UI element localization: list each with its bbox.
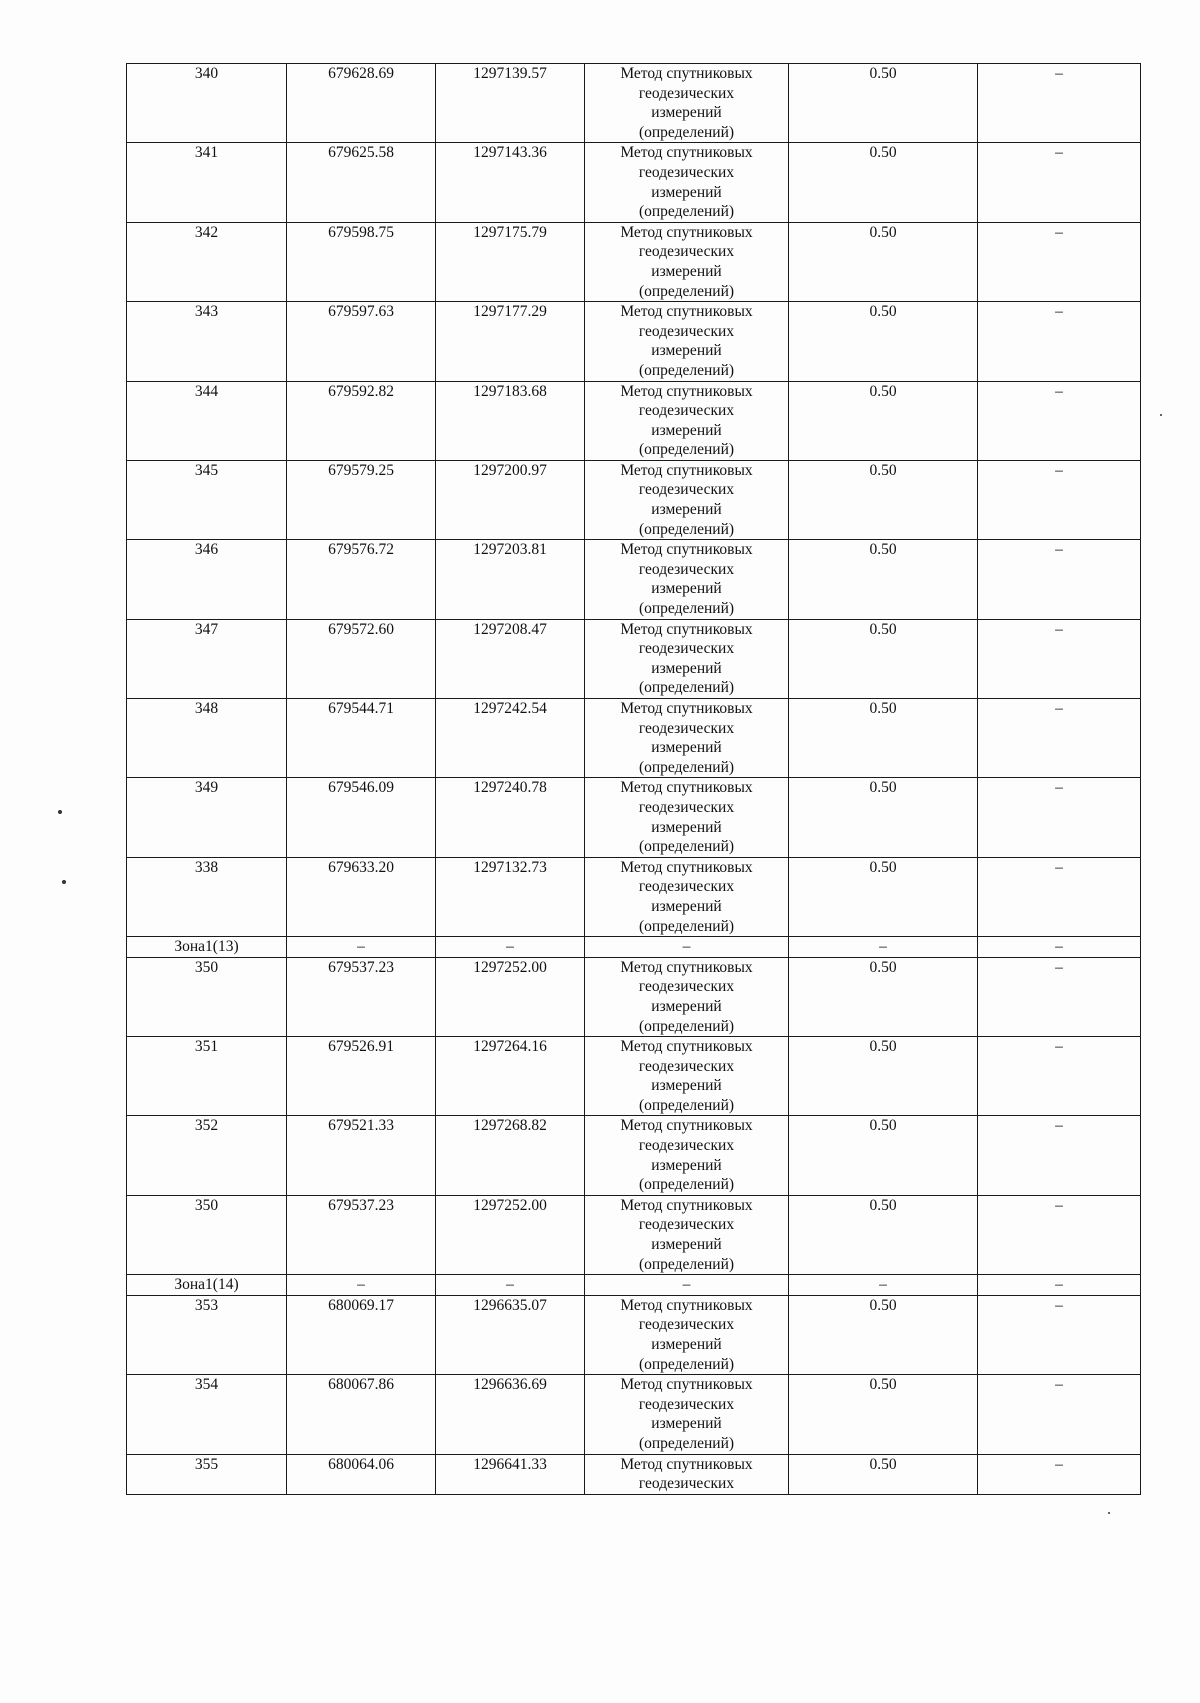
- method-cell: [585, 1295, 789, 1374]
- method-cell: [585, 1037, 789, 1116]
- point-number-cell: 355: [127, 1454, 287, 1494]
- method-line: Метод спутниковых: [620, 1038, 753, 1056]
- scan-speck: [58, 810, 62, 814]
- method-line: геодезических: [638, 163, 735, 181]
- method-cell: [585, 381, 789, 460]
- x-coordinate-cell: 680067.86: [287, 1375, 436, 1454]
- x-coordinate-cell: 679537.23: [287, 957, 436, 1036]
- point-number-cell: 344: [127, 381, 287, 460]
- method-line: геодезических: [638, 719, 735, 737]
- y-coordinate-cell: 1297200.97: [436, 460, 585, 539]
- point-number-cell: 354: [127, 1375, 287, 1454]
- accuracy-cell: 0.50: [789, 1375, 978, 1454]
- method-cell: [585, 1454, 789, 1494]
- method-line: геодезических: [638, 1395, 735, 1413]
- table-row: [127, 957, 1141, 1036]
- description-cell: –: [978, 1375, 1141, 1454]
- method-line: Метод спутниковых: [620, 1117, 753, 1135]
- accuracy-cell: –: [789, 937, 978, 958]
- method-line: геодезических: [638, 798, 735, 816]
- x-coordinate-cell: 679592.82: [287, 381, 436, 460]
- method-line: измерений: [651, 897, 722, 915]
- table-row: [127, 1454, 1141, 1494]
- x-coordinate-cell: 679546.09: [287, 778, 436, 857]
- point-number-cell: 349: [127, 778, 287, 857]
- method-line: измерений: [651, 183, 722, 201]
- zone-row: [127, 1275, 1141, 1296]
- method-line: геодезических: [638, 84, 735, 102]
- description-cell: –: [978, 778, 1141, 857]
- method-line: геодезических: [638, 1057, 735, 1075]
- description-cell: –: [978, 64, 1141, 143]
- description-cell: –: [978, 1295, 1141, 1374]
- y-coordinate-cell: 1297183.68: [436, 381, 585, 460]
- x-coordinate-cell: –: [287, 1275, 436, 1296]
- method-line: геодезических: [638, 1475, 735, 1493]
- method-line: (определений): [638, 441, 735, 459]
- scan-speck: [62, 880, 66, 884]
- y-coordinate-cell: 1296635.07: [436, 1295, 585, 1374]
- method-cell: [585, 64, 789, 143]
- method-line: измерений: [651, 818, 722, 836]
- table-row: [127, 699, 1141, 778]
- method-line: геодезических: [638, 481, 735, 499]
- accuracy-cell: 0.50: [789, 460, 978, 539]
- accuracy-cell: 0.50: [789, 302, 978, 381]
- y-coordinate-cell: 1297175.79: [436, 222, 585, 301]
- x-coordinate-cell: 679633.20: [287, 857, 436, 936]
- table-row: [127, 778, 1141, 857]
- method-line: измерений: [651, 262, 722, 280]
- method-line: Метод спутниковых: [620, 1455, 753, 1473]
- accuracy-cell: 0.50: [789, 1295, 978, 1374]
- x-coordinate-cell: 679598.75: [287, 222, 436, 301]
- y-coordinate-cell: 1297177.29: [436, 302, 585, 381]
- scan-speck: [1108, 1512, 1110, 1514]
- method-line: измерений: [651, 1336, 722, 1353]
- x-coordinate-cell: 679625.58: [287, 143, 436, 222]
- method-line: измерений: [651, 501, 722, 519]
- point-number-cell: Зона1(14): [127, 1275, 287, 1296]
- description-cell: –: [978, 1275, 1141, 1296]
- method-line: измерений: [651, 1156, 722, 1174]
- method-line: (определений): [638, 1176, 735, 1194]
- method-line: геодезических: [638, 978, 735, 996]
- method-line: геодезических: [638, 1137, 735, 1155]
- y-coordinate-cell: 1297203.81: [436, 540, 585, 619]
- point-number-cell: 350: [127, 1195, 287, 1274]
- method-line: геодезических: [638, 322, 735, 340]
- method-line: (определений): [638, 1017, 735, 1035]
- description-cell: –: [978, 957, 1141, 1036]
- method-line: (определений): [638, 361, 735, 379]
- y-coordinate-cell: –: [436, 1275, 585, 1296]
- accuracy-cell: 0.50: [789, 778, 978, 857]
- description-cell: –: [978, 222, 1141, 301]
- accuracy-cell: 0.50: [789, 64, 978, 143]
- point-number-cell: 346: [127, 540, 287, 619]
- method-line: Метод спутниковых: [620, 65, 753, 82]
- table-row: [127, 1295, 1141, 1374]
- accuracy-cell: 0.50: [789, 699, 978, 778]
- table-row: [127, 222, 1141, 301]
- method-line: геодезических: [638, 402, 735, 420]
- y-coordinate-cell: 1297208.47: [436, 619, 585, 698]
- y-coordinate-cell: 1297242.54: [436, 699, 585, 778]
- x-coordinate-cell: 679544.71: [287, 699, 436, 778]
- method-line: измерений: [651, 342, 722, 360]
- method-cell: [585, 1195, 789, 1274]
- table-row: [127, 64, 1141, 143]
- x-coordinate-cell: 679526.91: [287, 1037, 436, 1116]
- method-line: геодезических: [638, 1216, 735, 1234]
- method-line: Метод спутниковых: [620, 382, 753, 400]
- method-line: (определений): [638, 838, 735, 856]
- description-cell: –: [978, 1454, 1141, 1494]
- description-cell: –: [978, 1195, 1141, 1274]
- method-line: (определений): [638, 679, 735, 697]
- point-number-cell: 351: [127, 1037, 287, 1116]
- x-coordinate-cell: 679576.72: [287, 540, 436, 619]
- accuracy-cell: 0.50: [789, 1116, 978, 1195]
- method-line: –: [682, 1276, 691, 1294]
- accuracy-cell: 0.50: [789, 1037, 978, 1116]
- point-number-cell: 347: [127, 619, 287, 698]
- method-cell: [585, 619, 789, 698]
- method-cell: [585, 778, 789, 857]
- method-line: (определений): [638, 1096, 735, 1114]
- method-line: измерений: [651, 659, 722, 677]
- y-coordinate-cell: 1297252.00: [436, 957, 585, 1036]
- accuracy-cell: –: [789, 1275, 978, 1296]
- method-cell: [585, 699, 789, 778]
- method-line: измерений: [651, 1415, 722, 1433]
- description-cell: –: [978, 540, 1141, 619]
- table-row: [127, 540, 1141, 619]
- method-line: Метод спутниковых: [620, 858, 753, 876]
- method-cell: [585, 222, 789, 301]
- method-line: (определений): [638, 203, 735, 221]
- method-line: –: [682, 938, 691, 956]
- method-line: Метод спутниковых: [620, 700, 753, 717]
- table-row: [127, 143, 1141, 222]
- method-line: геодезических: [638, 878, 735, 896]
- method-cell: [585, 460, 789, 539]
- point-number-cell: 353: [127, 1295, 287, 1374]
- description-cell: –: [978, 857, 1141, 936]
- accuracy-cell: 0.50: [789, 222, 978, 301]
- method-line: Метод спутниковых: [620, 223, 753, 241]
- table-row: [127, 381, 1141, 460]
- x-coordinate-cell: –: [287, 937, 436, 958]
- method-line: Метод спутниковых: [620, 541, 753, 559]
- y-coordinate-cell: 1297264.16: [436, 1037, 585, 1116]
- x-coordinate-cell: 679628.69: [287, 64, 436, 143]
- method-line: (определений): [638, 917, 735, 935]
- method-line: (определений): [638, 123, 735, 141]
- description-cell: –: [978, 1037, 1141, 1116]
- method-cell: [585, 1375, 789, 1454]
- accuracy-cell: 0.50: [789, 540, 978, 619]
- x-coordinate-cell: 680064.06: [287, 1454, 436, 1494]
- method-line: (определений): [638, 520, 735, 538]
- point-number-cell: 342: [127, 222, 287, 301]
- method-line: измерений: [651, 997, 722, 1015]
- zone-row: [127, 937, 1141, 958]
- x-coordinate-cell: 679537.23: [287, 1195, 436, 1274]
- y-coordinate-cell: 1297143.36: [436, 143, 585, 222]
- y-coordinate-cell: 1297240.78: [436, 778, 585, 857]
- coordinates-table-body: [127, 64, 1141, 1495]
- method-line: (определений): [638, 758, 735, 776]
- y-coordinate-cell: –: [436, 937, 585, 958]
- method-line: Метод спутниковых: [620, 461, 753, 479]
- method-line: (определений): [638, 1434, 735, 1452]
- method-line: Метод спутниковых: [620, 779, 753, 797]
- method-cell: [585, 957, 789, 1036]
- y-coordinate-cell: 1297252.00: [436, 1195, 585, 1274]
- method-line: Метод спутниковых: [620, 1196, 753, 1214]
- method-line: (определений): [638, 282, 735, 300]
- y-coordinate-cell: 1297268.82: [436, 1116, 585, 1195]
- point-number-cell: 341: [127, 143, 287, 222]
- scan-speck: [1160, 414, 1162, 416]
- method-cell: [585, 143, 789, 222]
- accuracy-cell: 0.50: [789, 857, 978, 936]
- table-row: [127, 619, 1141, 698]
- accuracy-cell: 0.50: [789, 381, 978, 460]
- table-row: [127, 302, 1141, 381]
- method-line: Метод спутниковых: [620, 144, 753, 162]
- method-cell: [585, 302, 789, 381]
- x-coordinate-cell: 679521.33: [287, 1116, 436, 1195]
- y-coordinate-cell: 1297139.57: [436, 64, 585, 143]
- method-line: измерений: [651, 1236, 722, 1254]
- table-row: [127, 1195, 1141, 1274]
- point-number-cell: 343: [127, 302, 287, 381]
- table-row: [127, 1375, 1141, 1454]
- table-row: [127, 1116, 1141, 1195]
- method-line: измерений: [651, 739, 722, 757]
- point-number-cell: 352: [127, 1116, 287, 1195]
- description-cell: –: [978, 143, 1141, 222]
- method-line: измерений: [651, 421, 722, 439]
- method-line: геодезических: [638, 1316, 735, 1334]
- accuracy-cell: 0.50: [789, 1454, 978, 1494]
- description-cell: –: [978, 937, 1141, 958]
- method-line: Метод спутниковых: [620, 303, 753, 321]
- point-number-cell: 340: [127, 64, 287, 143]
- table-row: [127, 857, 1141, 936]
- method-line: геодезических: [638, 640, 735, 658]
- x-coordinate-cell: 679572.60: [287, 619, 436, 698]
- method-line: Метод спутниковых: [620, 620, 753, 638]
- table-row: [127, 460, 1141, 539]
- method-cell: [585, 540, 789, 619]
- point-number-cell: 348: [127, 699, 287, 778]
- accuracy-cell: 0.50: [789, 143, 978, 222]
- accuracy-cell: 0.50: [789, 619, 978, 698]
- table-row: [127, 1037, 1141, 1116]
- y-coordinate-cell: 1296641.33: [436, 1454, 585, 1494]
- method-cell: [585, 1116, 789, 1195]
- point-number-cell: 350: [127, 957, 287, 1036]
- method-line: измерений: [651, 580, 722, 598]
- method-line: (определений): [638, 600, 735, 618]
- method-line: Метод спутниковых: [620, 1376, 753, 1394]
- description-cell: –: [978, 460, 1141, 539]
- method-cell: [585, 1275, 789, 1296]
- method-line: Метод спутниковых: [620, 1296, 753, 1314]
- description-cell: –: [978, 619, 1141, 698]
- description-cell: –: [978, 381, 1141, 460]
- point-number-cell: 345: [127, 460, 287, 539]
- method-line: измерений: [651, 104, 722, 122]
- x-coordinate-cell: 679579.25: [287, 460, 436, 539]
- method-line: Метод спутниковых: [620, 958, 753, 976]
- method-line: геодезических: [638, 560, 735, 578]
- method-cell: [585, 937, 789, 958]
- method-line: измерений: [651, 1077, 722, 1095]
- x-coordinate-cell: 680069.17: [287, 1295, 436, 1374]
- description-cell: –: [978, 699, 1141, 778]
- accuracy-cell: 0.50: [789, 1195, 978, 1274]
- method-cell: [585, 857, 789, 936]
- description-cell: –: [978, 302, 1141, 381]
- coordinates-table: [126, 63, 1141, 1495]
- method-line: (определений): [638, 1355, 735, 1373]
- method-line: (определений): [638, 1255, 735, 1273]
- description-cell: –: [978, 1116, 1141, 1195]
- y-coordinate-cell: 1296636.69: [436, 1375, 585, 1454]
- accuracy-cell: 0.50: [789, 957, 978, 1036]
- point-number-cell: Зона1(13): [127, 937, 287, 958]
- x-coordinate-cell: 679597.63: [287, 302, 436, 381]
- y-coordinate-cell: 1297132.73: [436, 857, 585, 936]
- point-number-cell: 338: [127, 857, 287, 936]
- method-line: геодезических: [638, 243, 735, 261]
